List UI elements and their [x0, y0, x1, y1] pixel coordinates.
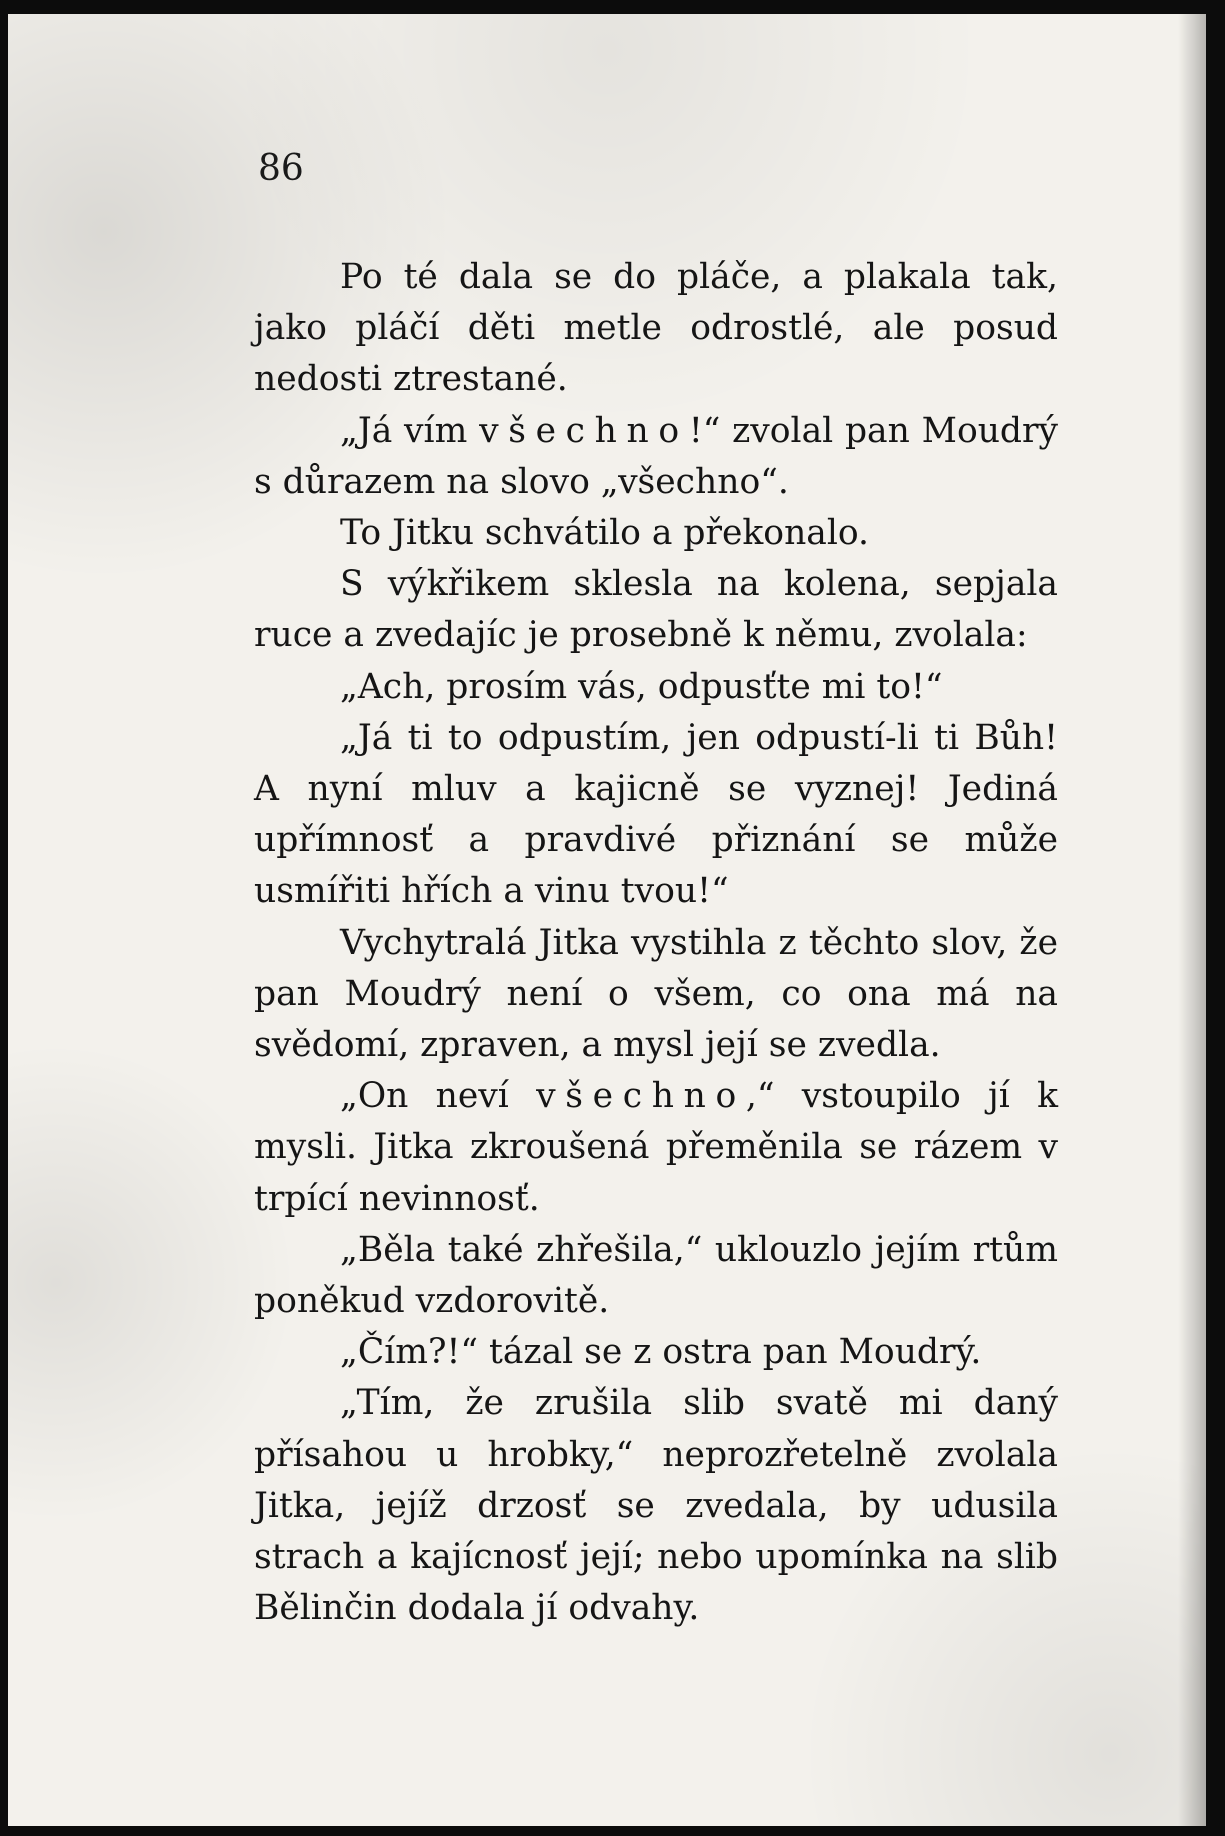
text-run: „Běla také zhřešila,“ uklouzlo jejím rtům poněkud vzdorovitě.: [254, 1229, 1058, 1322]
spaced-emphasis: všechno: [536, 1076, 746, 1117]
page-number: 86: [258, 148, 304, 189]
text-run: „Tím, že zrušila slib svatě mi daný přísahou u hrobky,“ neprozřetelně zvolala Jitka, jejíž drzosť se zvedala, by udusila strach a kajícnosť její; nebo upomínka na slib Bělinčin dodala jí odvahy.: [254, 1383, 1058, 1629]
text-run: „Čím?!“ tázal se z ostra pan Moudrý.: [340, 1332, 982, 1373]
paragraph: [254, 1225, 1058, 1327]
body-text: [254, 252, 1058, 1634]
text-run: „On neví: [340, 1076, 537, 1117]
text-run: Vychytralá Jitka vystihla z těchto slov, že pan Moudrý není o všem, co ona má na svědomí, zpraven, a mysl její se zvedla.: [254, 922, 1058, 1066]
text-run: To Jitku schvátilo a překonalo.: [340, 513, 870, 554]
text-run: !“ zvolal pan Moudrý s důrazem na slovo „všechno“.: [254, 410, 1059, 502]
spaced-emphasis: všechno: [479, 410, 689, 451]
book-page: [8, 14, 1206, 1826]
paragraph: [254, 713, 1058, 918]
paragraph: [254, 1071, 1058, 1225]
paragraph: [254, 508, 1058, 559]
text-run: S výkřikem sklesla na kolena, sepjala ruce a zvedajíc je prosebně k němu, zvolala:: [254, 564, 1058, 656]
text-run: „Já vím: [340, 410, 480, 451]
paragraph: [254, 918, 1058, 1072]
paragraph: [254, 1378, 1058, 1634]
text-run: ,“ vstoupilo jí k mysli. Jitka zkroušená přeměnila se rázem v trpící nevinnosť.: [254, 1076, 1058, 1219]
page-edge-shadow: [1178, 14, 1206, 1826]
text-run: „Já ti to odpustím, jen odpustí-li ti Bůh! A nyní mluv a kajicně se vyznej! Jediná upřímnosť a pravdivé přiznání se může usmířiti hřích a vinu tvou!“: [254, 717, 1058, 912]
paragraph: [254, 1327, 1058, 1378]
text-run: „Ach, prosím vás, odpusťte mi to!“: [340, 666, 943, 707]
paragraph: [254, 559, 1058, 661]
text-run: Po té dala se do pláče, a plakala tak, jako pláčí děti metle odrostlé, ale posud nedosti ztrestané.: [254, 257, 1058, 400]
paragraph: [254, 662, 1058, 713]
paragraph: [254, 252, 1058, 406]
paragraph: [254, 406, 1058, 508]
